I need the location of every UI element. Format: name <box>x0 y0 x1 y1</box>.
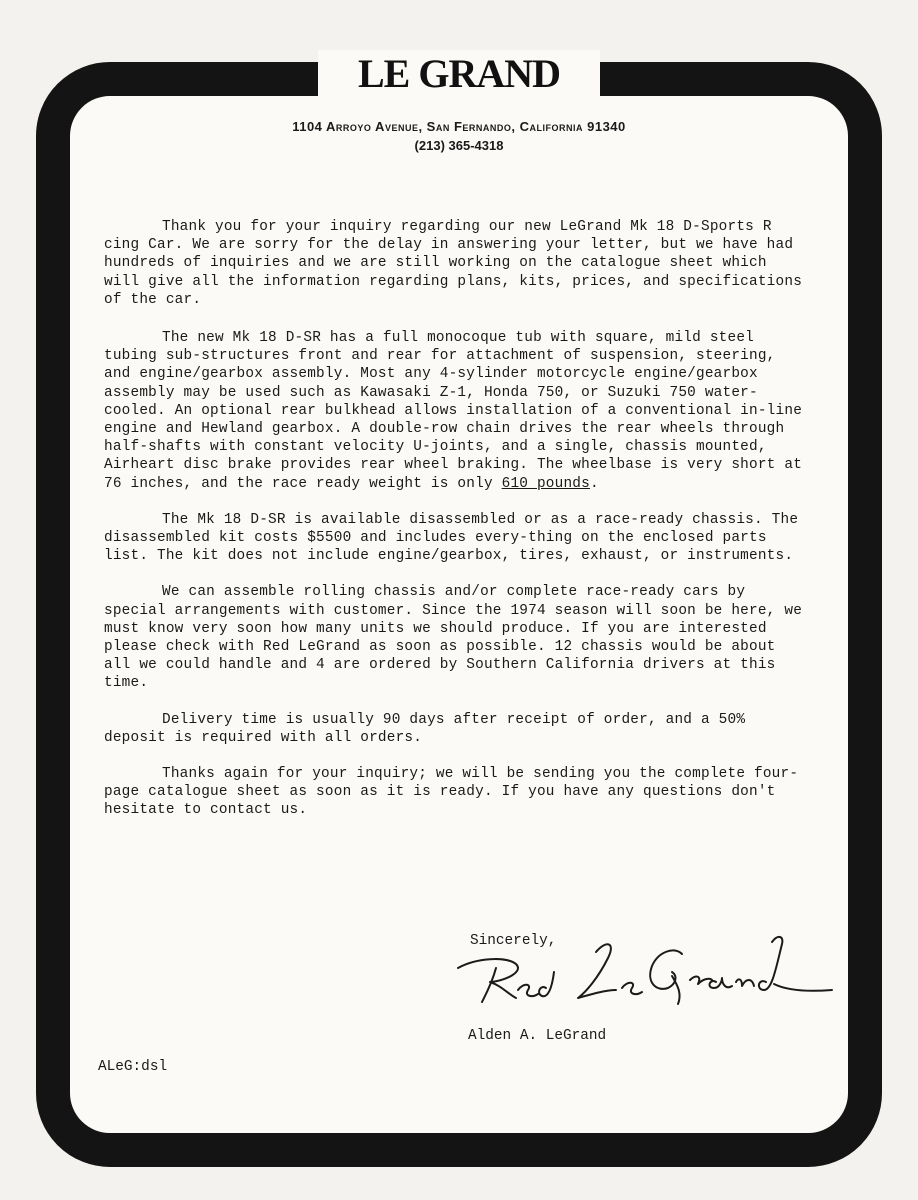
paragraph-inquiry: Thank you for your inquiry regarding our new LeGrand Mk 18 D-Sports R cing Car. We are sorry for the delay in answering your letter, but we have had hundreds of inquiries and we are still working on the catalogue sheet which will give all the information regarding plans, kits, prices, and specifications of the car. <box>104 219 803 308</box>
paragraph-assembly: We can assemble rolling chassis and/or complete race-ready cars by special arrangements with customer. Since the 1974 season will soon be here, we must know very soon how many units we should produce. If you are interested please check with Red LeGrand as soon as possible. 12 chassis would be about all we could handle and 4 are ordered by Southern California drivers at this time. <box>104 584 803 692</box>
address-text: 1104 Arroyo Avenue, San Fernando, California 91340 <box>292 119 626 134</box>
company-address <box>180 117 738 136</box>
specifications-text: The new Mk 18 D-SR has a full monocoque tub with square, mild steel tubing sub-structures front and rear for attachment of suspension, steering, and engine/gearbox assembly. Most any 4-sylinder motorcycle engine/gearbox assembly may be used such as Kawasaki Z-1, Honda 750, or Suzuki 750 water-cooled. An optional rear bulkhead allows installation of a conventional in-line engine and Hewland gearbox. A double-row chain drives the rear wheels through half-shafts with constant velocity U-joints, and a single, chassis mounted, Airheart disc brake provides rear wheel braking. The wheelbase is very short at 76 inches, and the race ready weight is only <box>104 330 803 492</box>
paragraph-thanks: Thanks again for your inquiry; we will be sending you the complete four-page catalogue sheet as soon as it is ready. If you have any questions don't hesitate to contact us. <box>104 766 799 819</box>
handwritten-signature <box>446 928 836 1018</box>
reference-initials: ALeG:dsl <box>98 1059 168 1075</box>
race-weight: 610 pounds <box>501 475 590 492</box>
paragraph-kit-price: The Mk 18 D-SR is available disassembled or as a race-ready chassis. The disassembled kit costs $5500 and includes every-thing on the enclosed parts list. The kit does not include engine/gearbox, tires, exhaust, or instruments. <box>104 511 799 565</box>
company-phone: (213) 365-4318 <box>414 138 504 153</box>
closing-salutation: Sincerely, <box>470 933 557 949</box>
paragraph-specifications <box>104 329 804 493</box>
company-name: LE GRAND <box>318 50 600 98</box>
paragraph-delivery: Delivery time is usually 90 days after receipt of order, and a 50% deposit is required with all orders. <box>104 711 746 746</box>
letter-body <box>104 218 804 838</box>
specifications-period: . <box>589 475 599 492</box>
signer-name: Alden A. LeGrand <box>468 1028 607 1044</box>
